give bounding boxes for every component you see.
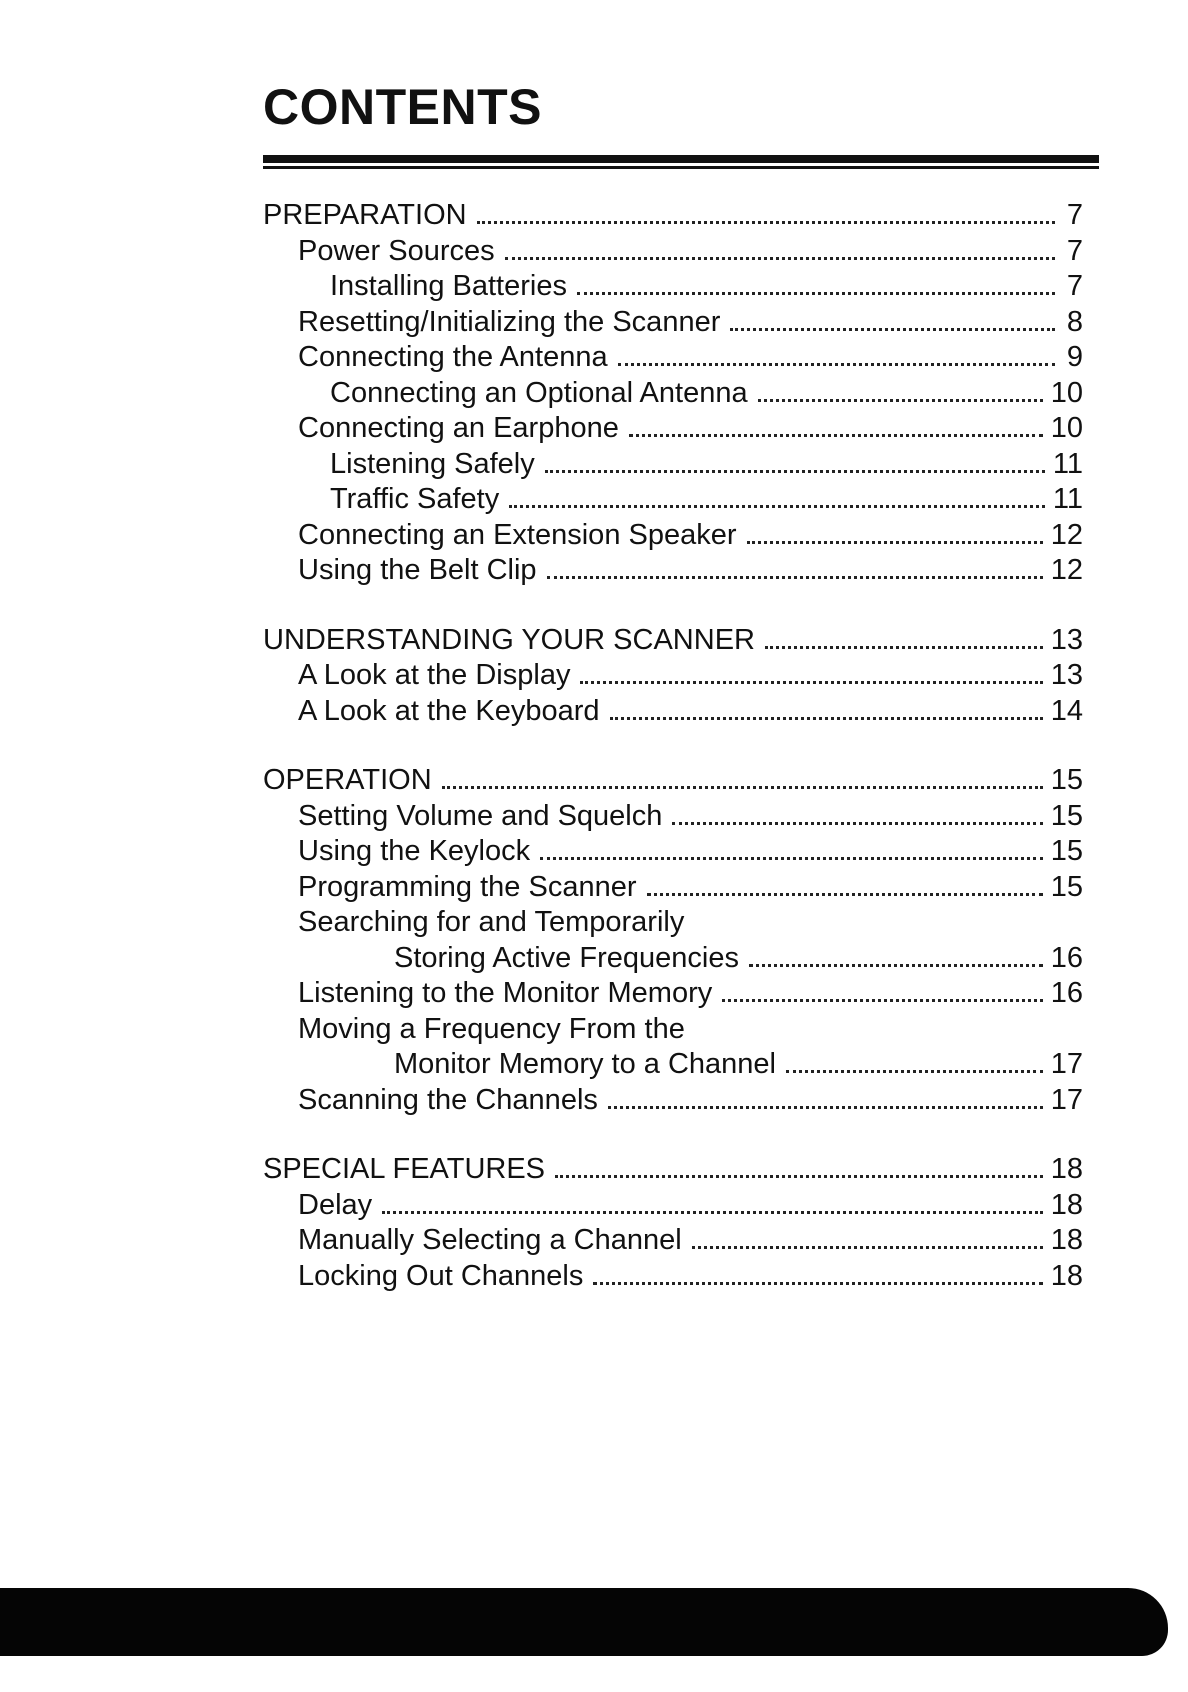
toc-entry-page-number: 9	[1066, 341, 1083, 373]
toc-entry	[263, 305, 1083, 341]
toc-dot-leader	[610, 717, 1043, 720]
toc-section-heading	[263, 623, 1083, 659]
toc-entry	[263, 834, 1083, 870]
toc-section	[263, 198, 1083, 589]
toc-entry-label: Delay	[298, 1188, 373, 1221]
toc-entry	[263, 447, 1083, 483]
toc-dot-leader	[547, 576, 1043, 579]
toc-dot-leader	[747, 541, 1043, 544]
toc-dot-leader	[618, 363, 1055, 366]
toc-entry-label: Connecting an Extension Speaker	[298, 518, 737, 551]
toc-entry-page-number: 10	[1050, 412, 1083, 444]
toc-section	[263, 1152, 1083, 1294]
toc-entry-page-number: 18	[1050, 1259, 1083, 1292]
toc-entry	[263, 905, 1083, 941]
toc-entry	[263, 694, 1083, 730]
toc-dot-leader	[749, 964, 1043, 967]
toc-entry-label: Searching for and Temporarily	[298, 906, 685, 938]
toc-entry-label: UNDERSTANDING YOUR SCANNER	[263, 623, 755, 656]
toc-dot-leader	[730, 328, 1055, 331]
toc-entry	[263, 1012, 1083, 1048]
toc-section	[263, 623, 1083, 730]
toc-dot-leader	[509, 505, 1045, 508]
toc-entry-label: Using the Keylock	[298, 835, 531, 867]
toc-dot-leader	[758, 399, 1043, 402]
toc-dot-leader	[580, 681, 1042, 684]
toc-entry	[263, 518, 1083, 554]
toc-entry-page-number: 7	[1066, 234, 1083, 267]
toc-entry-page-number: 13	[1050, 623, 1083, 656]
toc-entry-label: Resetting/Initializing the Scanner	[298, 305, 721, 338]
toc-section-heading	[263, 1152, 1083, 1188]
toc-dot-leader	[555, 1175, 1043, 1178]
toc-entry-page-number: 7	[1066, 270, 1083, 302]
toc-entry-page-number: 14	[1050, 694, 1083, 727]
title-rule-thick	[263, 155, 1099, 163]
toc-dot-leader	[505, 257, 1055, 260]
toc-entry-label: Listening Safely	[330, 447, 535, 480]
toc-entry-label: Monitor Memory to a Channel	[394, 1048, 776, 1080]
toc-section-heading	[263, 763, 1083, 799]
toc-entry-label: Moving a Frequency From the	[298, 1012, 685, 1045]
toc-entry	[263, 234, 1083, 270]
toc-entry-label: Connecting an Earphone	[298, 412, 619, 444]
toc-entry-label: SPECIAL FEATURES	[263, 1153, 546, 1185]
title-rule	[263, 155, 1099, 169]
toc-entry-label: Setting Volume and Squelch	[298, 799, 663, 832]
toc-entry	[263, 1223, 1083, 1259]
toc-entry-label: Storing Active Frequencies	[394, 941, 739, 974]
toc-entry	[263, 482, 1083, 518]
toc-entry-page-number: 11	[1052, 447, 1083, 480]
toc-entry-page-number: 18	[1050, 1153, 1083, 1185]
toc-entry	[263, 1083, 1083, 1119]
toc-entry-page-number: 10	[1050, 376, 1083, 409]
toc-entry-label: Traffic Safety	[330, 483, 500, 515]
toc-dot-leader	[647, 893, 1043, 896]
toc-dot-leader	[540, 857, 1043, 860]
toc-entry-page-number: 15	[1050, 835, 1083, 867]
toc-entry	[263, 976, 1083, 1012]
toc-entry	[263, 553, 1083, 589]
toc-dot-leader	[765, 646, 1043, 649]
toc-entry-label: OPERATION	[263, 764, 432, 796]
toc-entry-page-number: 16	[1050, 977, 1083, 1009]
toc-entry	[263, 1259, 1083, 1295]
table-of-contents	[263, 198, 1083, 1328]
toc-entry-page-number: 12	[1050, 554, 1083, 586]
toc-dot-leader	[545, 470, 1045, 473]
toc-entry-page-number: 17	[1050, 1048, 1083, 1080]
page-title: CONTENTS	[263, 79, 542, 135]
toc-entry-label: A Look at the Display	[298, 659, 571, 691]
toc-entry-page-number: 11	[1052, 483, 1083, 515]
toc-entry-page-number: 15	[1050, 764, 1083, 796]
toc-entry	[263, 1188, 1083, 1224]
toc-entry-label: Scanning the Channels	[298, 1083, 598, 1116]
toc-entry-page-number: 18	[1050, 1188, 1083, 1221]
toc-dot-leader	[477, 221, 1055, 224]
toc-dot-leader	[442, 786, 1043, 789]
toc-entry	[263, 269, 1083, 305]
toc-dot-leader	[629, 434, 1043, 437]
toc-entry-page-number: 15	[1050, 870, 1083, 903]
toc-dot-leader	[608, 1106, 1043, 1109]
toc-entry-label: Listening to the Monitor Memory	[298, 977, 713, 1009]
toc-entry-label: Connecting an Optional Antenna	[330, 376, 748, 409]
toc-dot-leader	[722, 999, 1042, 1002]
toc-entry-page-number: 12	[1050, 518, 1083, 551]
toc-entry-page-number: 16	[1050, 941, 1083, 974]
toc-entry-label: Installing Batteries	[330, 270, 567, 302]
title-rule-thin	[263, 166, 1099, 169]
toc-entry	[263, 941, 1083, 977]
toc-entry-label: Connecting the Antenna	[298, 341, 608, 373]
toc-dot-leader	[577, 292, 1055, 295]
toc-entry-page-number: 15	[1050, 799, 1083, 832]
toc-dot-leader	[593, 1282, 1042, 1285]
toc-entry-page-number: 13	[1050, 659, 1083, 691]
toc-entry-label: Programming the Scanner	[298, 870, 637, 903]
toc-entry-page-number: 17	[1050, 1083, 1083, 1116]
toc-dot-leader	[382, 1211, 1043, 1214]
toc-entry-page-number: 8	[1066, 305, 1083, 338]
toc-entry	[263, 870, 1083, 906]
toc-entry-page-number: 18	[1050, 1224, 1083, 1256]
toc-dot-leader	[692, 1246, 1043, 1249]
toc-section-heading	[263, 198, 1083, 234]
toc-entry-label: Using the Belt Clip	[298, 554, 537, 586]
toc-entry	[263, 799, 1083, 835]
toc-entry-label: Locking Out Channels	[298, 1259, 584, 1292]
toc-entry-label: A Look at the Keyboard	[298, 694, 600, 727]
toc-entry-page-number: 7	[1066, 199, 1083, 231]
toc-entry-label: Manually Selecting a Channel	[298, 1224, 682, 1256]
toc-dot-leader	[786, 1070, 1043, 1073]
toc-entry	[263, 376, 1083, 412]
toc-entry	[263, 1047, 1083, 1083]
toc-entry-label: Power Sources	[298, 234, 495, 267]
toc-entry-label: PREPARATION	[263, 199, 467, 231]
toc-entry	[263, 340, 1083, 376]
toc-entry	[263, 658, 1083, 694]
toc-dot-leader	[672, 822, 1042, 825]
toc-section	[263, 763, 1083, 1118]
toc-entry	[263, 411, 1083, 447]
bottom-black-bar	[0, 1588, 1168, 1656]
